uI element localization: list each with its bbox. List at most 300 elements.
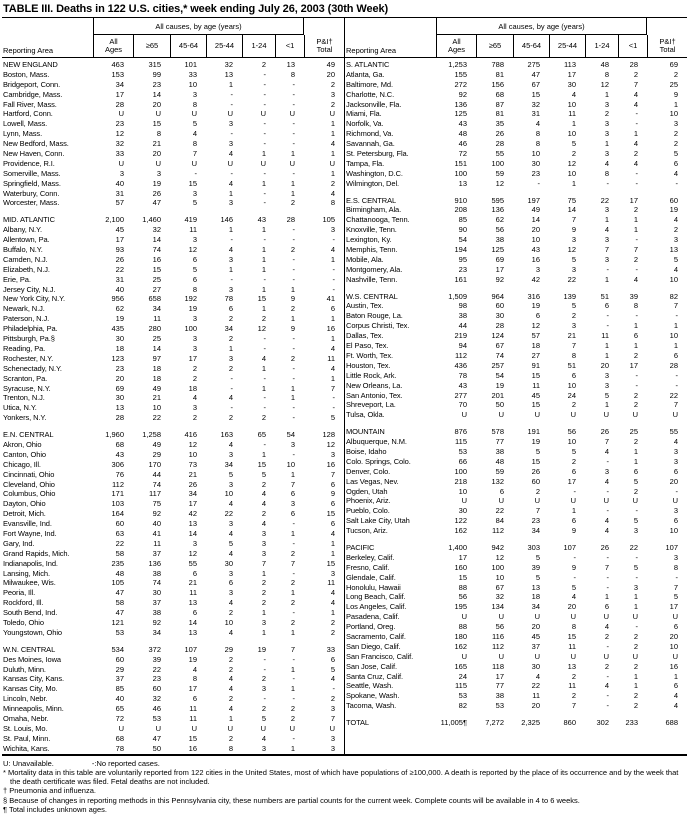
death-count-value: - [606, 486, 609, 496]
death-count-value: - [292, 403, 295, 413]
death-count-value: 100 [184, 324, 197, 334]
city-row [345, 245, 687, 255]
death-count-value: 17 [629, 360, 638, 370]
column-header-line: ≥65 [145, 41, 159, 50]
reporting-area-label: Phoenix, Ariz. [346, 496, 391, 506]
death-count-value: 57 [531, 331, 540, 341]
death-count-value: 2 [633, 400, 638, 410]
death-count-value: 4 [228, 499, 233, 509]
death-count-value: - [292, 225, 295, 235]
footnote-pilcrow: ¶ Total includes unknown ages. [3, 805, 107, 815]
reporting-area-label: Syracuse, N.Y. [3, 383, 51, 393]
reporting-area-label: Salt Lake City, Utah [346, 516, 410, 526]
death-count-value: - [635, 109, 638, 119]
death-count-value: - [292, 413, 295, 423]
section-total-row [2, 645, 344, 655]
city-row [345, 400, 687, 410]
reporting-area-label: Gary, Ind. [3, 538, 35, 548]
death-count-value: - [263, 403, 266, 413]
death-count-value: 302 [596, 718, 609, 728]
death-count-value: 4 [228, 528, 233, 538]
death-count-value: 128 [322, 430, 335, 440]
reporting-area-label: Allentown, Pa. [3, 235, 50, 245]
reporting-area-label: Sacramento, Calif. [346, 631, 406, 641]
death-count-value: 1 [261, 245, 266, 255]
death-count-value: 93 [115, 245, 124, 255]
death-count-value: 4 [633, 89, 638, 99]
reporting-area-label: Washington, D.C. [346, 168, 403, 178]
city-row [345, 371, 687, 381]
death-count-value: 4 [261, 519, 266, 529]
death-count-value: 2 [633, 691, 638, 701]
death-count-value: 2 [290, 578, 295, 588]
city-row [345, 179, 687, 189]
death-count-value: 7 [604, 245, 609, 255]
death-count-value: - [332, 684, 335, 694]
death-count-value: 28 [115, 413, 124, 423]
death-count-value: 1 [290, 588, 295, 598]
death-count-value: 1 [261, 225, 266, 235]
footnote-dagger: † Pneumonia and influenza. [3, 786, 96, 796]
city-row [2, 470, 344, 480]
death-count-value: - [606, 264, 609, 274]
column-header-line: ≥65 [488, 41, 502, 50]
death-count-value: 57 [115, 198, 124, 208]
death-count-value: 10 [669, 274, 678, 284]
death-count-value: 11 [327, 578, 335, 588]
column-header-line: <1 [628, 41, 638, 50]
reporting-area-label: Fall River, Mass. [3, 99, 57, 109]
death-count-value: 17 [115, 89, 124, 99]
city-row [345, 553, 687, 563]
reporting-area-label: Somerville, Mass. [3, 168, 61, 178]
reporting-area-label: Lexington, Ky. [346, 235, 392, 245]
death-count-value: - [292, 733, 295, 743]
death-count-value: 7 [633, 79, 638, 89]
city-row [345, 662, 687, 672]
death-count-value: 22 [115, 264, 124, 274]
death-count-value: U [498, 496, 504, 506]
death-count-value: 6 [604, 602, 609, 612]
death-count-value: 20 [152, 149, 161, 159]
reporting-area-label: Baltimore, Md. [346, 79, 393, 89]
death-count-value: - [635, 552, 638, 562]
reporting-area-label: Wichita, Kans. [3, 743, 50, 753]
death-count-value: U [603, 496, 609, 506]
reporting-area-label: Paterson, N.J. [3, 314, 50, 324]
reporting-area-label: Kansas City, Kans. [3, 674, 65, 684]
death-count-value: 11 [327, 353, 335, 363]
death-count-value: 27 [531, 350, 540, 360]
death-count-value: 88 [458, 622, 467, 632]
death-count-value: 54 [286, 430, 295, 440]
death-count-value: U [498, 612, 504, 622]
reporting-area-label: Indianapolis, Ind. [3, 558, 58, 568]
death-count-value: 4 [330, 363, 335, 373]
death-count-value: 55 [188, 558, 197, 568]
death-count-value: - [573, 572, 576, 582]
death-count-value: 208 [454, 205, 467, 215]
death-count-value: 112 [492, 526, 504, 536]
death-count-value: 9 [330, 489, 335, 499]
column-header-line: Total [659, 45, 676, 54]
reporting-area-label: Miami, Fla. [346, 109, 382, 119]
death-count-value: - [230, 89, 233, 99]
reporting-area-label: Santa Cruz, Calif. [346, 671, 403, 681]
death-count-value: 1 [228, 79, 233, 89]
death-count-value: 3 [571, 321, 576, 331]
reporting-area-label: NEW ENGLAND [3, 60, 58, 69]
city-row [345, 602, 687, 612]
death-count-value: 3 [673, 506, 678, 516]
death-count-value: 2 [261, 578, 266, 588]
death-count-value: 9 [571, 526, 576, 536]
column-header-lt1 [618, 35, 647, 57]
death-count-value: 48 [115, 568, 124, 578]
death-count-value: 15 [326, 558, 335, 568]
death-count-value: 1 [330, 168, 335, 178]
death-count-value: 7 [261, 558, 266, 568]
death-count-value: - [606, 321, 609, 331]
reporting-area-label: Memphis, Tenn. [346, 245, 398, 255]
death-count-value: U [534, 410, 540, 420]
death-count-value: 40 [115, 284, 124, 294]
death-count-value: 84 [495, 516, 504, 526]
column-header-line: <1 [285, 41, 295, 50]
column-header-45-64 [170, 35, 206, 57]
death-count-value: U [498, 651, 504, 661]
death-count-value: U [227, 723, 233, 733]
reporting-area-label: Montgomery, Ala. [346, 264, 403, 274]
death-count-value: 170 [148, 459, 161, 469]
death-count-value: 280 [148, 324, 161, 334]
death-count-value: 15 [188, 733, 197, 743]
death-count-value: 1 [673, 321, 678, 331]
death-count-value: 2 [290, 548, 295, 558]
death-count-value: 12 [115, 129, 124, 139]
death-count-value: 45 [115, 225, 124, 235]
death-count-value: 3 [571, 235, 576, 245]
death-count-value: 1 [261, 304, 266, 314]
city-row [2, 655, 344, 665]
death-count-value: 95 [458, 254, 467, 264]
death-count-value: 5 [192, 119, 197, 129]
death-count-value: 8 [192, 99, 197, 109]
death-count-value: 50 [495, 400, 504, 410]
death-count-value: 6 [571, 466, 576, 476]
death-count-value: 38 [458, 311, 467, 321]
death-count-value: 15 [152, 119, 161, 129]
reporting-area-label: Columbus, Ohio [3, 489, 56, 499]
death-count-value: 40 [115, 178, 124, 188]
death-count-value: 197 [527, 195, 540, 205]
footnote-no-cases: -:No reported cases. [91, 758, 160, 768]
death-count-value: 2 [673, 69, 678, 79]
death-count-value: 1 [228, 225, 233, 235]
death-count-value: 3 [228, 254, 233, 264]
death-count-value: - [292, 674, 295, 684]
death-count-value: 4 [673, 264, 678, 274]
death-count-value: 33 [326, 644, 335, 654]
death-count-value: - [635, 380, 638, 390]
death-count-value: 2 [604, 631, 609, 641]
death-count-value: 13 [286, 60, 295, 69]
reporting-area-label: St. Louis, Mo. [3, 723, 48, 733]
death-count-value: - [230, 383, 233, 393]
death-count-value: 4 [633, 139, 638, 149]
death-count-value: 4 [604, 681, 609, 691]
reporting-area-label: Jacksonville, Fla. [346, 99, 402, 109]
death-count-value: 2 [228, 334, 233, 344]
death-count-value: 18 [531, 592, 540, 602]
death-count-value: 99 [152, 69, 161, 79]
death-count-value: 42 [531, 274, 540, 284]
death-count-value: 1 [604, 341, 609, 351]
city-row [2, 628, 344, 638]
death-count-value: 2 [261, 314, 266, 324]
death-count-value: U [672, 410, 678, 420]
footnotes [2, 756, 687, 815]
column-header-1-24 [585, 35, 618, 57]
death-count-value: 1 [261, 449, 266, 459]
death-count-value: 1 [571, 119, 576, 129]
section-total-row [345, 718, 687, 728]
death-count-value: 78 [115, 743, 124, 753]
death-count-value: 1 [633, 215, 638, 225]
death-count-value: 4 [633, 158, 638, 168]
death-count-value: 2 [290, 353, 295, 363]
death-count-value: 7 [673, 400, 678, 410]
reporting-area-label: MOUNTAIN [346, 427, 385, 437]
death-count-value: 164 [111, 509, 124, 519]
reporting-area-label: Albuquerque, N.M. [346, 437, 407, 447]
section-total-row [345, 543, 687, 553]
death-count-value: 2 [228, 314, 233, 324]
death-count-value: 1 [330, 548, 335, 558]
city-row [2, 450, 344, 460]
reporting-area-label: Peoria, Ill. [3, 588, 36, 598]
death-count-value: 12 [600, 79, 609, 89]
city-row [2, 90, 344, 100]
city-row [345, 205, 687, 215]
death-count-value: 58 [115, 548, 124, 558]
death-count-value: U [534, 651, 540, 661]
death-count-value: 4 [228, 548, 233, 558]
region-section-s-atlantic [345, 60, 687, 189]
column-header-line: 45-64 [521, 41, 542, 50]
death-count-value: 180 [454, 631, 467, 641]
death-count-value: 1 [633, 341, 638, 351]
death-count-value: 2 [330, 79, 335, 89]
death-count-value: 4 [228, 393, 233, 403]
death-count-value: 303 [527, 542, 540, 552]
death-count-value: 51 [567, 360, 576, 370]
death-count-value: 534 [111, 644, 124, 654]
death-count-value: 1 [633, 321, 638, 331]
death-count-value: 4 [228, 627, 233, 637]
death-count-value: 436 [454, 360, 467, 370]
death-count-value: 8 [330, 198, 335, 208]
death-count-value: 10 [669, 109, 678, 119]
right-panel-body [345, 58, 687, 728]
death-count-value: 4 [633, 99, 638, 109]
death-count-value: 19 [152, 178, 161, 188]
death-count-value: 11 [532, 691, 540, 701]
death-count-value: 1 [290, 664, 295, 674]
death-count-value: 30 [531, 661, 540, 671]
reporting-area-label: South Bend, Ind. [3, 608, 58, 618]
death-count-value: 124 [491, 331, 504, 341]
reporting-area-label: Omaha, Nebr. [3, 714, 49, 723]
death-count-value: - [230, 168, 233, 178]
death-count-value: 4 [604, 158, 609, 168]
death-count-value: 7 [633, 245, 638, 255]
death-count-value: 956 [111, 294, 124, 304]
death-count-value: 3 [192, 403, 197, 413]
death-count-value: - [292, 363, 295, 373]
death-count-value: 2 [261, 598, 266, 608]
death-count-value: 1 [633, 456, 638, 466]
column-header-pi-total [647, 35, 687, 57]
death-count-value: 19 [531, 301, 540, 311]
death-count-value: - [263, 79, 266, 89]
death-count-value: 3 [228, 449, 233, 459]
death-count-value: 55 [669, 427, 678, 437]
death-count-value: 6 [673, 466, 678, 476]
death-count-value: 3 [673, 446, 678, 456]
death-count-value: - [292, 79, 295, 89]
death-count-value: 17 [495, 264, 504, 274]
death-count-value: 1,960 [105, 430, 124, 440]
death-count-value: - [263, 654, 266, 664]
city-row [2, 744, 344, 754]
death-count-value: 10 [567, 129, 576, 139]
region-section-w-s-central [345, 292, 687, 421]
death-count-value: 5 [228, 538, 233, 548]
death-count-value: 10 [152, 403, 161, 413]
death-count-value: U [461, 612, 467, 622]
death-count-value: - [263, 139, 266, 149]
city-row [345, 70, 687, 80]
death-count-value: 10 [567, 168, 576, 178]
death-count-value: 2 [290, 245, 295, 255]
death-count-value: 2 [633, 254, 638, 264]
death-count-value: 3 [228, 588, 233, 598]
death-count-value: 20 [669, 631, 678, 641]
death-count-value: 14 [152, 343, 161, 353]
death-count-value: 23 [115, 363, 124, 373]
reporting-area-label: Mobile, Ala. [346, 254, 384, 264]
death-count-value: 2,100 [105, 215, 124, 225]
death-count-value: 78 [458, 370, 467, 380]
death-count-value: 171 [111, 489, 124, 499]
death-count-value: 6 [535, 311, 540, 321]
death-count-value: 48 [600, 60, 609, 69]
death-count-value: 28 [286, 215, 295, 225]
death-count-value: 3 [330, 89, 335, 99]
death-count-value: U [570, 496, 576, 506]
death-count-value: 1 [604, 215, 609, 225]
death-count-value: 23 [152, 674, 161, 684]
death-count-value: 1 [290, 383, 295, 393]
death-count-value: 63 [115, 528, 124, 538]
reporting-area-label: Trenton, N.J. [3, 393, 45, 403]
reporting-area-label: Baton Rouge, La. [346, 311, 403, 321]
death-count-value: 788 [491, 60, 504, 69]
death-count-value: 3 [604, 380, 609, 390]
reporting-area-label: Colo. Springs, Colo. [346, 456, 411, 466]
death-count-value: 40 [152, 519, 161, 529]
left-panel-body [2, 58, 344, 754]
death-count-value: 4 [330, 674, 335, 684]
death-count-value: 112 [455, 350, 467, 360]
reporting-area-label: Grand Rapids, Mich. [3, 548, 70, 558]
death-count-value: 2 [673, 139, 678, 149]
death-count-value: 123 [111, 353, 124, 363]
death-count-value: 4 [330, 188, 335, 198]
death-count-value: - [332, 284, 335, 294]
reporting-area-label: Seattle, Wash. [346, 681, 394, 691]
death-count-value: 3 [604, 370, 609, 380]
death-count-value: 7 [330, 383, 335, 393]
city-row [2, 734, 344, 744]
death-count-value: 1 [290, 314, 295, 324]
death-count-value: 17 [567, 69, 576, 79]
death-count-value: 112 [112, 479, 124, 489]
column-header-all-ages [436, 35, 476, 57]
death-count-value: 2 [633, 486, 638, 496]
death-count-value: - [263, 69, 266, 79]
death-count-value: - [332, 264, 335, 274]
death-count-value: 100 [454, 466, 467, 476]
reporting-area-label: Kansas City, Mo. [3, 684, 58, 694]
death-count-value: 1 [290, 149, 295, 159]
death-count-value: 3 [261, 538, 266, 548]
death-count-value: 3 [228, 479, 233, 489]
city-row [345, 381, 687, 391]
death-count-value: U [289, 109, 295, 119]
death-count-value: 28 [669, 360, 678, 370]
death-count-value: 11 [189, 225, 197, 235]
death-count-value: - [606, 641, 609, 651]
death-count-value: 51 [600, 291, 609, 301]
death-count-value: 3 [261, 684, 266, 694]
reporting-area-label: Ogden, Utah [346, 486, 388, 496]
death-count-value: 32 [115, 139, 124, 149]
reporting-area-label: Lynn, Mass. [3, 129, 43, 139]
death-count-value: 3 [290, 439, 295, 449]
death-count-value: U [191, 723, 197, 733]
death-count-value: 20 [115, 373, 124, 383]
death-count-value: 4 [633, 274, 638, 284]
death-count-value: 9 [571, 225, 576, 235]
reporting-area-label: El Paso, Tex. [346, 341, 389, 351]
city-row [2, 285, 344, 295]
city-row [345, 506, 687, 516]
reporting-area-label: Nashville, Tenn. [346, 274, 398, 284]
death-count-value: 65 [115, 704, 124, 714]
death-count-value: 48 [495, 456, 504, 466]
city-row [2, 344, 344, 354]
death-count-value: 48 [458, 129, 467, 139]
death-count-value: - [675, 178, 678, 188]
death-count-value: 6 [633, 331, 638, 341]
city-row [345, 235, 687, 245]
death-count-value: 18 [115, 343, 124, 353]
death-count-value: - [292, 119, 295, 129]
death-count-value: 5 [673, 254, 678, 264]
death-count-value: 4 [261, 353, 266, 363]
